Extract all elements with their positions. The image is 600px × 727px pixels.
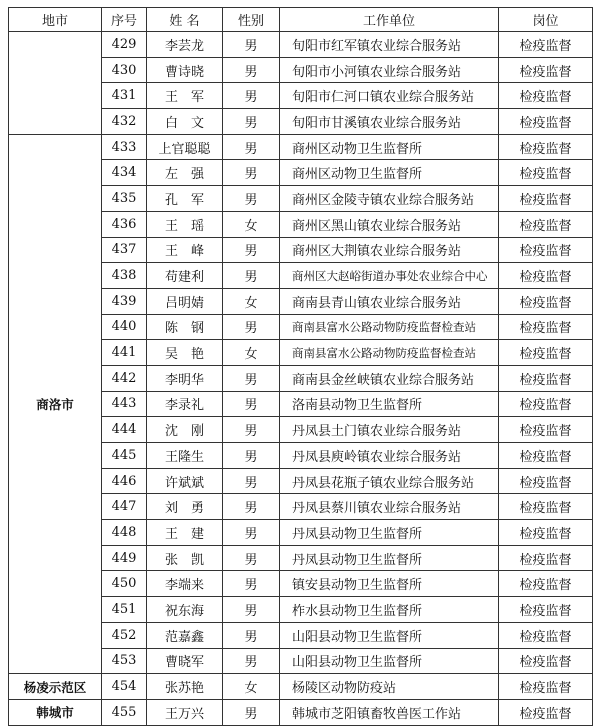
- name-cell: 陈 钢: [147, 314, 223, 340]
- post-cell: 检疫监督: [499, 571, 593, 597]
- table-row: [9, 699, 593, 725]
- unit-cell: 商南县富水公路动物防疫监督检查站: [280, 340, 499, 366]
- unit-cell: 山阳县动物卫生监督所: [280, 622, 499, 648]
- post-cell: 检疫监督: [499, 83, 593, 109]
- sex-cell: 男: [223, 314, 280, 340]
- sex-cell: 女: [223, 211, 280, 237]
- number-cell: 439: [102, 288, 147, 314]
- number-cell: 451: [102, 597, 147, 623]
- sex-cell: 男: [223, 83, 280, 109]
- post-cell: 检疫监督: [499, 211, 593, 237]
- header-sex: 性别: [223, 8, 280, 32]
- number-cell: 441: [102, 340, 147, 366]
- unit-cell: 旬阳市甘溪镇农业综合服务站: [280, 109, 499, 135]
- post-cell: 检疫监督: [499, 32, 593, 58]
- unit-cell: 商州区金陵寺镇农业综合服务站: [280, 186, 499, 212]
- region-cell: 韩城市: [9, 699, 102, 725]
- post-cell: 检疫监督: [499, 160, 593, 186]
- number-cell: 448: [102, 520, 147, 546]
- name-cell: 王 峰: [147, 237, 223, 263]
- name-cell: 上官聪聪: [147, 134, 223, 160]
- post-cell: 检疫监督: [499, 417, 593, 443]
- sex-cell: 男: [223, 699, 280, 725]
- post-cell: 检疫监督: [499, 520, 593, 546]
- unit-cell: 商州区动物卫生监督所: [280, 134, 499, 160]
- sex-cell: 男: [223, 417, 280, 443]
- post-cell: 检疫监督: [499, 288, 593, 314]
- number-cell: 433: [102, 134, 147, 160]
- sex-cell: 男: [223, 237, 280, 263]
- number-cell: 444: [102, 417, 147, 443]
- name-cell: 王 建: [147, 520, 223, 546]
- unit-cell: 洛南县动物卫生监督所: [280, 391, 499, 417]
- name-cell: 范嘉鑫: [147, 622, 223, 648]
- unit-cell: 山阳县动物卫生监督所: [280, 648, 499, 674]
- unit-cell: 杨陵区动物防疫站: [280, 674, 499, 700]
- unit-cell: 镇安县动物卫生监督所: [280, 571, 499, 597]
- number-cell: 430: [102, 57, 147, 83]
- region-cell: [9, 32, 102, 135]
- name-cell: 白 文: [147, 109, 223, 135]
- number-cell: 438: [102, 263, 147, 289]
- table-row: [9, 674, 593, 700]
- unit-cell: 商州区大赵峪街道办事处农业综合中心: [280, 263, 499, 289]
- unit-cell: 韩城市芝阳镇畜牧兽医工作站: [280, 699, 499, 725]
- name-cell: 吴 艳: [147, 340, 223, 366]
- number-cell: 454: [102, 674, 147, 700]
- sex-cell: 男: [223, 134, 280, 160]
- post-cell: 检疫监督: [499, 314, 593, 340]
- post-cell: 检疫监督: [499, 674, 593, 700]
- header-row: [9, 8, 593, 32]
- post-cell: 检疫监督: [499, 699, 593, 725]
- name-cell: 曹晓军: [147, 648, 223, 674]
- unit-cell: 丹凤县花瓶子镇农业综合服务站: [280, 468, 499, 494]
- unit-cell: 商州区黑山镇农业综合服务站: [280, 211, 499, 237]
- number-cell: 449: [102, 545, 147, 571]
- sex-cell: 女: [223, 674, 280, 700]
- unit-cell: 商州区动物卫生监督所: [280, 160, 499, 186]
- unit-cell: 丹凤县庾岭镇农业综合服务站: [280, 443, 499, 469]
- sex-cell: 男: [223, 597, 280, 623]
- sex-cell: 男: [223, 468, 280, 494]
- name-cell: 张苏艳: [147, 674, 223, 700]
- sex-cell: 男: [223, 365, 280, 391]
- post-cell: 检疫监督: [499, 365, 593, 391]
- name-cell: 王隆生: [147, 443, 223, 469]
- sex-cell: 男: [223, 443, 280, 469]
- number-cell: 431: [102, 83, 147, 109]
- name-cell: 张 凯: [147, 545, 223, 571]
- unit-cell: 丹凤县土门镇农业综合服务站: [280, 417, 499, 443]
- number-cell: 432: [102, 109, 147, 135]
- post-cell: 检疫监督: [499, 134, 593, 160]
- sex-cell: 男: [223, 520, 280, 546]
- unit-cell: 旬阳市仁河口镇农业综合服务站: [280, 83, 499, 109]
- number-cell: 437: [102, 237, 147, 263]
- number-cell: 452: [102, 622, 147, 648]
- sex-cell: 男: [223, 648, 280, 674]
- unit-cell: 商南县青山镇农业综合服务站: [280, 288, 499, 314]
- sex-cell: 女: [223, 288, 280, 314]
- post-cell: 检疫监督: [499, 622, 593, 648]
- header-unit: 工作单位: [280, 8, 499, 32]
- table-row: [9, 134, 593, 160]
- header-number: 序号: [102, 8, 147, 32]
- post-cell: 检疫监督: [499, 545, 593, 571]
- post-cell: 检疫监督: [499, 597, 593, 623]
- number-cell: 442: [102, 365, 147, 391]
- sex-cell: 女: [223, 340, 280, 366]
- name-cell: 刘 勇: [147, 494, 223, 520]
- name-cell: 孔 军: [147, 186, 223, 212]
- post-cell: 检疫监督: [499, 648, 593, 674]
- number-cell: 447: [102, 494, 147, 520]
- unit-cell: 商南县金丝峡镇农业综合服务站: [280, 365, 499, 391]
- number-cell: 455: [102, 699, 147, 725]
- name-cell: 李明华: [147, 365, 223, 391]
- unit-cell: 丹凤县蔡川镇农业综合服务站: [280, 494, 499, 520]
- post-cell: 检疫监督: [499, 494, 593, 520]
- header-post: 岗位: [499, 8, 593, 32]
- post-cell: 检疫监督: [499, 109, 593, 135]
- name-cell: 王 瑶: [147, 211, 223, 237]
- post-cell: 检疫监督: [499, 391, 593, 417]
- post-cell: 检疫监督: [499, 443, 593, 469]
- sex-cell: 男: [223, 263, 280, 289]
- sex-cell: 男: [223, 391, 280, 417]
- name-cell: 王万兴: [147, 699, 223, 725]
- sex-cell: 男: [223, 109, 280, 135]
- sex-cell: 男: [223, 622, 280, 648]
- name-cell: 李录礼: [147, 391, 223, 417]
- name-cell: 吕明婧: [147, 288, 223, 314]
- name-cell: 许斌斌: [147, 468, 223, 494]
- post-cell: 检疫监督: [499, 237, 593, 263]
- name-cell: 祝东海: [147, 597, 223, 623]
- unit-cell: 旬阳市小河镇农业综合服务站: [280, 57, 499, 83]
- header-name: 姓 名: [147, 8, 223, 32]
- sex-cell: 男: [223, 160, 280, 186]
- unit-cell: 商州区大荆镇农业综合服务站: [280, 237, 499, 263]
- region-cell: 商洛市: [9, 134, 102, 673]
- unit-cell: 旬阳市红军镇农业综合服务站: [280, 32, 499, 58]
- name-cell: 沈 刚: [147, 417, 223, 443]
- post-cell: 检疫监督: [499, 57, 593, 83]
- post-cell: 检疫监督: [499, 340, 593, 366]
- number-cell: 446: [102, 468, 147, 494]
- name-cell: 苟建利: [147, 263, 223, 289]
- number-cell: 440: [102, 314, 147, 340]
- unit-cell: 柞水县动物卫生监督所: [280, 597, 499, 623]
- name-cell: 曹诗晓: [147, 57, 223, 83]
- sex-cell: 男: [223, 32, 280, 58]
- number-cell: 434: [102, 160, 147, 186]
- name-cell: 左 强: [147, 160, 223, 186]
- number-cell: 450: [102, 571, 147, 597]
- region-cell: 杨凌示范区: [9, 674, 102, 700]
- unit-cell: 丹凤县动物卫生监督所: [280, 545, 499, 571]
- sex-cell: 男: [223, 494, 280, 520]
- name-cell: 李芸龙: [147, 32, 223, 58]
- number-cell: 443: [102, 391, 147, 417]
- post-cell: 检疫监督: [499, 263, 593, 289]
- number-cell: 436: [102, 211, 147, 237]
- number-cell: 453: [102, 648, 147, 674]
- personnel-table: [8, 7, 593, 726]
- table-row: [9, 32, 593, 58]
- number-cell: 435: [102, 186, 147, 212]
- sex-cell: 男: [223, 186, 280, 212]
- sex-cell: 男: [223, 571, 280, 597]
- name-cell: 王 军: [147, 83, 223, 109]
- name-cell: 李端来: [147, 571, 223, 597]
- post-cell: 检疫监督: [499, 186, 593, 212]
- sex-cell: 男: [223, 545, 280, 571]
- number-cell: 429: [102, 32, 147, 58]
- number-cell: 445: [102, 443, 147, 469]
- unit-cell: 商南县富水公路动物防疫监督检查站: [280, 314, 499, 340]
- post-cell: 检疫监督: [499, 468, 593, 494]
- sex-cell: 男: [223, 57, 280, 83]
- header-region: 地市: [9, 8, 102, 32]
- unit-cell: 丹凤县动物卫生监督所: [280, 520, 499, 546]
